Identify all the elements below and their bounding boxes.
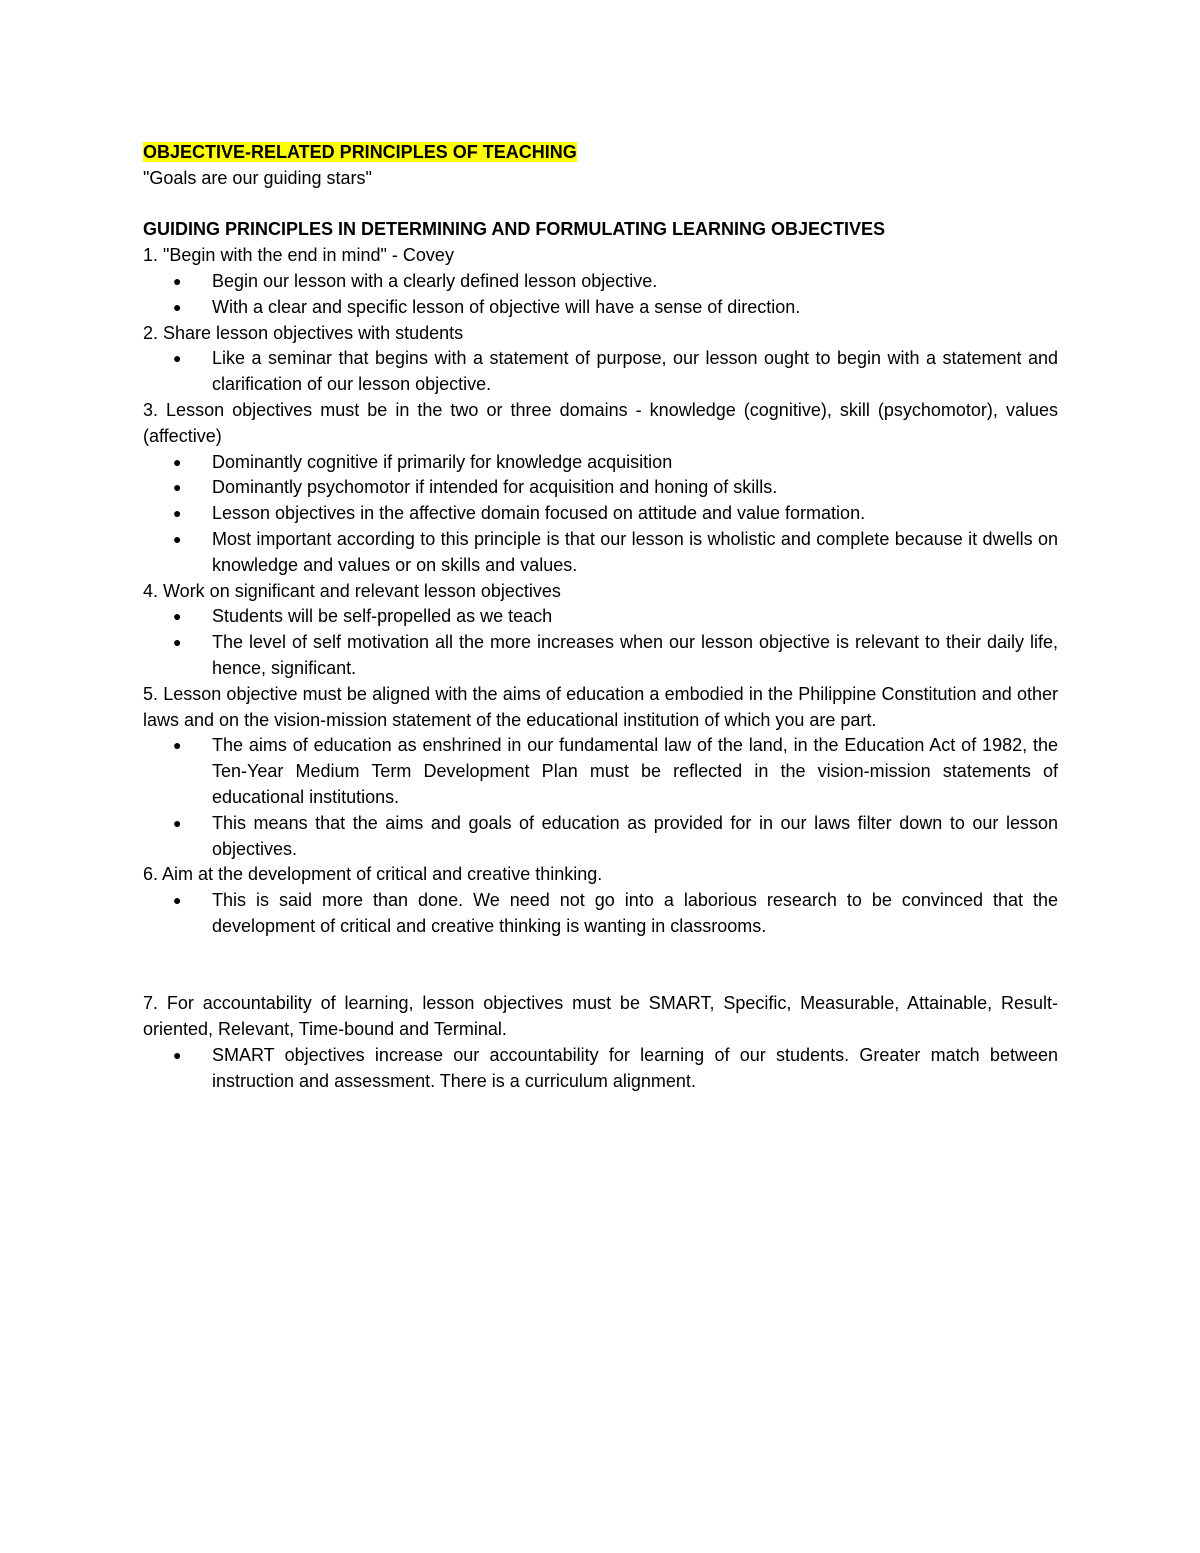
bullet-dot-icon: ● xyxy=(173,272,182,289)
bullet-point xyxy=(143,630,1058,682)
principle-item: 5. Lesson objective must be aligned with the aims of education a embodied in the Philippine Constitution and other laws and on the vision-mission statement of the educational institution of which you are part. xyxy=(143,683,1058,730)
principle-bullet-list xyxy=(143,604,1058,681)
bullet-dot-icon: ● xyxy=(173,530,182,547)
bullet-dot-icon: ● xyxy=(173,634,182,651)
bullet-text: This means that the aims and goals of education as provided for in our laws filter down to our lesson objectives. xyxy=(212,812,1058,859)
document-title-highlight: OBJECTIVE-RELATED PRINCIPLES OF TEACHING xyxy=(143,142,577,162)
bullet-dot-icon: ● xyxy=(173,608,182,625)
bullet-dot-icon: ● xyxy=(173,737,182,754)
principle-bullet-list xyxy=(143,346,1058,398)
bullet-point xyxy=(143,888,1058,940)
bullet-text: Lesson objectives in the affective domain focused on attitude and value formation. xyxy=(212,503,866,524)
bullet-text: Begin our lesson with a clearly defined lesson objective. xyxy=(212,270,658,291)
document-page xyxy=(143,140,1058,1094)
bullet-point xyxy=(143,269,1058,295)
bullet-point xyxy=(143,733,1058,810)
bullet-point xyxy=(143,811,1058,863)
principle-item: 2. Share lesson objectives with students xyxy=(143,322,464,343)
bullet-point xyxy=(143,346,1058,398)
bullet-dot-icon: ● xyxy=(173,479,182,496)
bullet-dot-icon: ● xyxy=(173,298,182,315)
bullet-dot-icon: ● xyxy=(173,892,182,909)
bullet-text: Like a seminar that begins with a statement of purpose, our lesson ought to begin with a statement and clarification of our lesson objective. xyxy=(212,348,1058,395)
bullet-dot-icon: ● xyxy=(173,350,182,367)
bullet-text: Dominantly psychomotor if intended for acquisition and honing of skills. xyxy=(212,477,778,498)
bullet-point xyxy=(143,1043,1058,1095)
subtitle-quote: "Goals are our guiding stars" xyxy=(143,167,372,188)
principles-list xyxy=(143,243,1058,1094)
bullet-point xyxy=(143,450,1058,476)
principle-bullet-list xyxy=(143,269,1058,321)
blank-line xyxy=(143,192,1058,218)
bullet-point xyxy=(143,295,1058,321)
bullet-point xyxy=(143,604,1058,630)
bullet-text: SMART objectives increase our accountability for learning of our students. Greater match between instruction and assessment. There is a curriculum alignment. xyxy=(212,1044,1058,1091)
principle-item: 1. "Begin with the end in mind" - Covey xyxy=(143,245,454,266)
bullet-text: With a clear and specific lesson of objective will have a sense of direction. xyxy=(212,296,801,317)
bullet-text: The aims of education as enshrined in our fundamental law of the land, in the Education Act of 1982, the Ten-Year Medium Term Development Plan must be reflected in the vision-mission statements of educational institutions. xyxy=(212,735,1058,807)
bullet-text: The level of self motivation all the more increases when our lesson objective is relevant to their daily life, hence, significant. xyxy=(212,632,1058,678)
principle-bullet-list xyxy=(143,888,1058,940)
principle-bullet-list xyxy=(143,450,1058,579)
bullet-dot-icon: ● xyxy=(173,1046,182,1063)
principle-item: 7. For accountability of learning, lesson objectives must be SMART, Specific, Measurable, Attainable, Result-oriented, Relevant, Time-bound and Terminal. xyxy=(143,993,1058,1040)
principle-bullet-list xyxy=(143,733,1058,862)
principle-bullet-list xyxy=(143,1043,1058,1095)
bullet-point xyxy=(143,475,1058,501)
bullet-dot-icon: ● xyxy=(173,505,182,522)
bullet-point xyxy=(143,527,1058,579)
bullet-point xyxy=(143,501,1058,527)
document-title xyxy=(143,140,1058,166)
bullet-text: This is said more than done. We need not go into a laborious research to be convinced that the development of critical and creative thinking is wanting in classrooms. xyxy=(212,890,1058,936)
bullet-text: Dominantly cognitive if primarily for knowledge acquisition xyxy=(212,451,673,472)
principle-item: 4. Work on significant and relevant lesson objectives xyxy=(143,580,561,601)
section-heading: GUIDING PRINCIPLES IN DETERMINING AND FORMULATING LEARNING OBJECTIVES xyxy=(143,219,886,240)
bullet-dot-icon: ● xyxy=(173,814,182,831)
bullet-dot-icon: ● xyxy=(173,453,182,470)
principle-item: 6. Aim at the development of critical and creative thinking. xyxy=(143,864,603,885)
blank-gap xyxy=(143,940,1058,992)
principle-item: 3. Lesson objectives must be in the two or three domains - knowledge (cognitive), skill (psychomotor), values (affective) xyxy=(143,399,1058,446)
bullet-text: Students will be self-propelled as we teach xyxy=(212,606,553,627)
bullet-text: Most important according to this principle is that our lesson is wholistic and complete because it dwells on knowledge and values or on skills and values. xyxy=(212,528,1058,575)
